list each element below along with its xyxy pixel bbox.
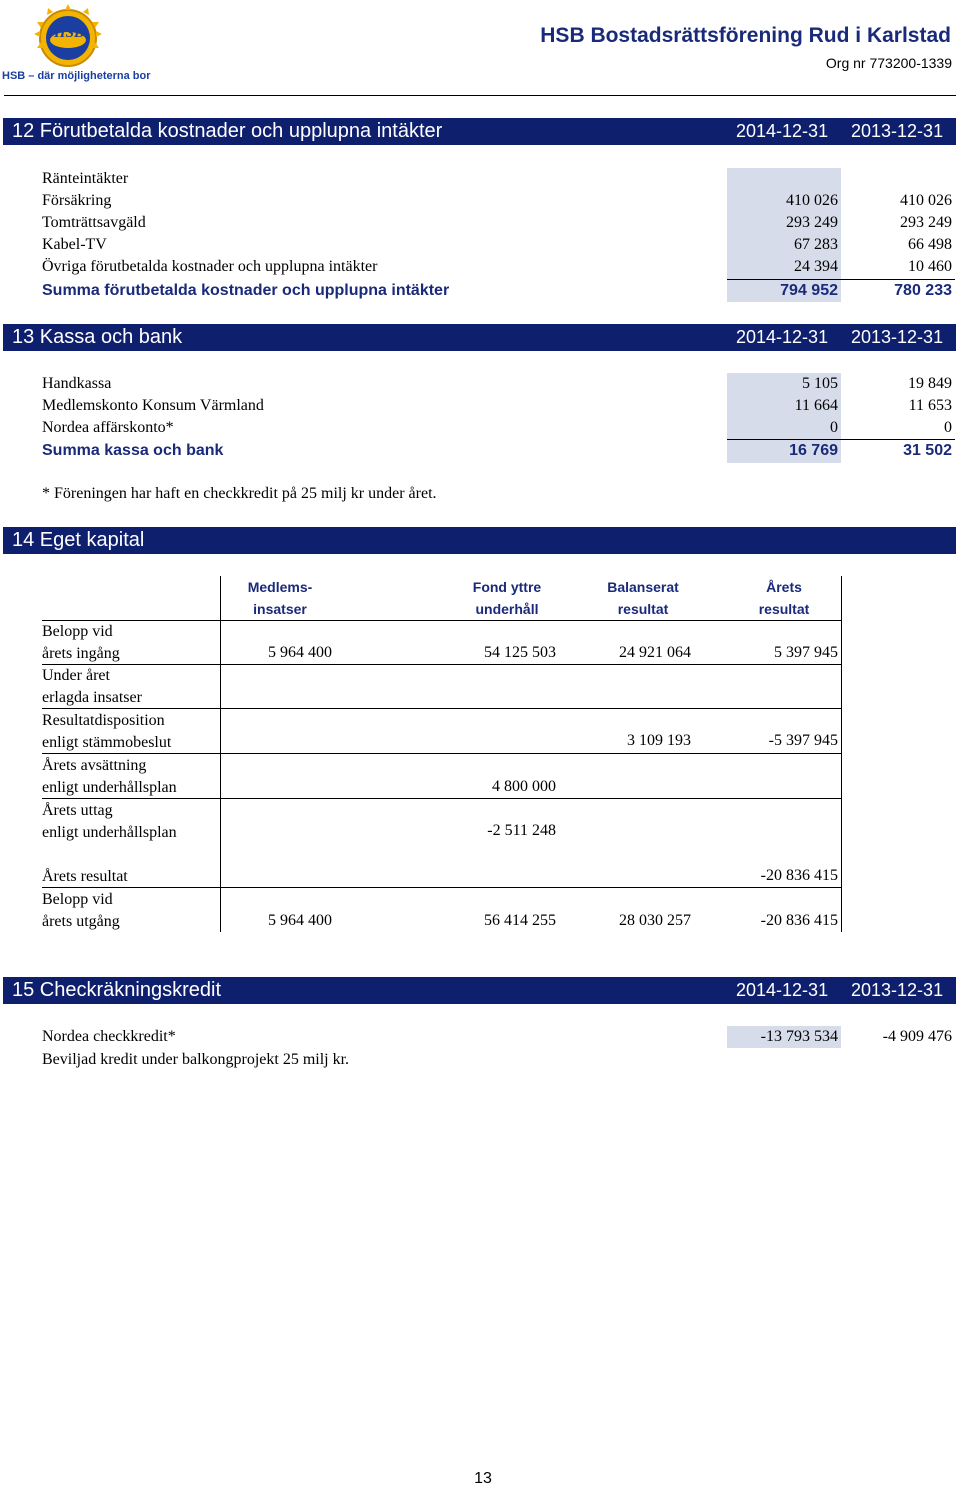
column-header-line1: Årets [766, 579, 802, 595]
note15-title: 15 Checkräkningskredit [12, 979, 221, 1001]
equity-value: 56 414 255 [484, 912, 556, 929]
equity-value: 28 030 257 [619, 912, 691, 929]
table-row [42, 234, 954, 256]
value-2014: 410 026 [786, 192, 838, 209]
note15-col1: 2014-12-31 [736, 980, 829, 1000]
equity-grid-line [42, 620, 842, 621]
table-row [42, 373, 954, 395]
value-2014: 11 664 [794, 397, 838, 414]
equity-row-label2: enligt underhållsplan [42, 779, 177, 796]
sum-2013: 31 502 [903, 442, 952, 459]
column-header-line2: insatser [253, 601, 307, 617]
equity-value: -20 836 415 [760, 867, 838, 884]
org-number: Org nr 773200-1339 [825, 55, 952, 71]
value-2014: 24 394 [794, 258, 838, 275]
equity-row-label2: årets ingång [42, 645, 120, 662]
column-header [724, 576, 844, 620]
header-divider [4, 95, 956, 96]
table-row [42, 212, 954, 234]
equity-value: -20 836 415 [760, 912, 838, 929]
note12-title: 12 Förutbetalda kostnader och upplupna intäkter [12, 120, 443, 142]
table-row [42, 1026, 954, 1048]
row-label: Övriga förutbetalda kostnader och upplupna intäkter [42, 258, 378, 275]
table-row [42, 417, 954, 439]
row-label: Handkassa [42, 375, 112, 392]
note13-title: 13 Kassa och bank [12, 326, 183, 348]
column-header-line1: Balanserat [607, 579, 679, 595]
sum-2014: 794 952 [780, 282, 838, 299]
org-title: HSB Bostadsrättsförening Rud i Karlstad [540, 24, 951, 47]
equity-value: 5 964 400 [268, 912, 332, 929]
equity-row-label1: Årets avsättning [42, 757, 147, 774]
equity-value: 5 964 400 [268, 644, 332, 661]
equity-row-label2: enligt underhållsplan [42, 824, 177, 841]
column-header-line1: Medlems- [247, 579, 313, 595]
note13-col1: 2014-12-31 [736, 327, 829, 347]
value-2014: -13 793 534 [760, 1028, 838, 1045]
row-label: Nordea checkkredit* [42, 1028, 176, 1045]
equity-row-label1: Under året [42, 667, 110, 684]
row-label: Beviljad kredit under balkongprojekt 25 milj kr. [42, 1051, 350, 1068]
note13-col2: 2013-12-31 [851, 327, 944, 347]
value-2013: 410 026 [900, 192, 952, 209]
table-row [42, 1049, 954, 1071]
equity-value: -2 511 248 [487, 822, 556, 839]
equity-value: 24 921 064 [619, 644, 691, 661]
equity-row-label2: erlagda insatser [42, 689, 142, 706]
column-header [447, 576, 567, 620]
value-2014: 5 105 [802, 375, 838, 392]
note13-header [3, 324, 956, 351]
note12-header [3, 118, 956, 145]
equity-row-label1: Årets uttag [42, 802, 113, 819]
column-header [220, 576, 340, 620]
table-row [42, 395, 954, 417]
equity-value: 4 800 000 [492, 778, 556, 795]
column-header-line2: underhåll [475, 601, 539, 617]
equity-row-label2: enligt stämmobeslut [42, 734, 172, 751]
value-2013: 19 849 [908, 375, 952, 392]
sum-label: Summa kassa och bank [42, 442, 224, 459]
column-header-line1: Fond yttre [472, 579, 542, 595]
sum-2013: 780 233 [894, 282, 952, 299]
table-row [42, 256, 954, 278]
row-label: Medlemskonto Konsum Värmland [42, 397, 264, 414]
equity-row-label2: Årets resultat [42, 868, 128, 885]
note15-header [3, 977, 956, 1004]
column-header-line2: resultat [758, 601, 810, 617]
value-2014: 293 249 [786, 214, 838, 231]
equity-right-border [841, 576, 842, 932]
equity-row-label2: årets utgång [42, 913, 120, 930]
column-header [583, 576, 703, 620]
equity-row-label1: Belopp vid [42, 891, 113, 908]
table-row [42, 168, 954, 190]
value-2013: 11 653 [908, 397, 952, 414]
note12-col1: 2014-12-31 [736, 121, 829, 141]
equity-grid-line [42, 887, 842, 888]
page-number: 13 [474, 1470, 492, 1487]
value-2013: 10 460 [908, 258, 952, 275]
value-2014: 67 283 [794, 236, 838, 253]
value-2013: 0 [944, 419, 952, 436]
note13-footnote: * Föreningen har haft en checkkredit på 25 milj kr under året. [42, 485, 437, 502]
row-label: Försäkring [42, 192, 112, 209]
note12-sum-row [42, 280, 954, 302]
value-2013: -4 909 476 [882, 1028, 952, 1045]
value-2013: 293 249 [900, 214, 952, 231]
logo-text: HSB [53, 25, 84, 41]
row-label: Nordea affärskonto* [42, 419, 174, 436]
equity-row-label1: Belopp vid [42, 623, 113, 640]
value-2013: 66 498 [908, 236, 952, 253]
equity-grid-line [42, 664, 842, 665]
note13-sum-row [42, 440, 954, 462]
equity-value: 5 397 945 [774, 644, 838, 661]
row-label: Ränteintäkter [42, 170, 129, 187]
note15-col2: 2013-12-31 [851, 980, 944, 1000]
note12-col2: 2013-12-31 [851, 121, 944, 141]
row-label: Kabel-TV [42, 236, 107, 253]
equity-grid-line [42, 708, 842, 709]
row-label: Tomträttsavgäld [42, 214, 146, 231]
equity-left-border [220, 576, 221, 932]
equity-value: 54 125 503 [484, 644, 556, 661]
value-2014: 0 [830, 419, 838, 436]
equity-value: -5 397 945 [768, 732, 838, 749]
column-header-line2: resultat [617, 601, 669, 617]
sum-2014: 16 769 [789, 442, 838, 459]
equity-row-label1: Resultatdisposition [42, 712, 165, 729]
equity-value: 3 109 193 [627, 732, 691, 749]
note14-title: 14 Eget kapital [12, 529, 145, 551]
note14-header [3, 527, 956, 554]
sum-label: Summa förutbetalda kostnader och upplupna intäkter [42, 282, 450, 299]
table-row [42, 190, 954, 212]
logo-tagline: HSB – där möjligheterna bor [2, 70, 151, 82]
